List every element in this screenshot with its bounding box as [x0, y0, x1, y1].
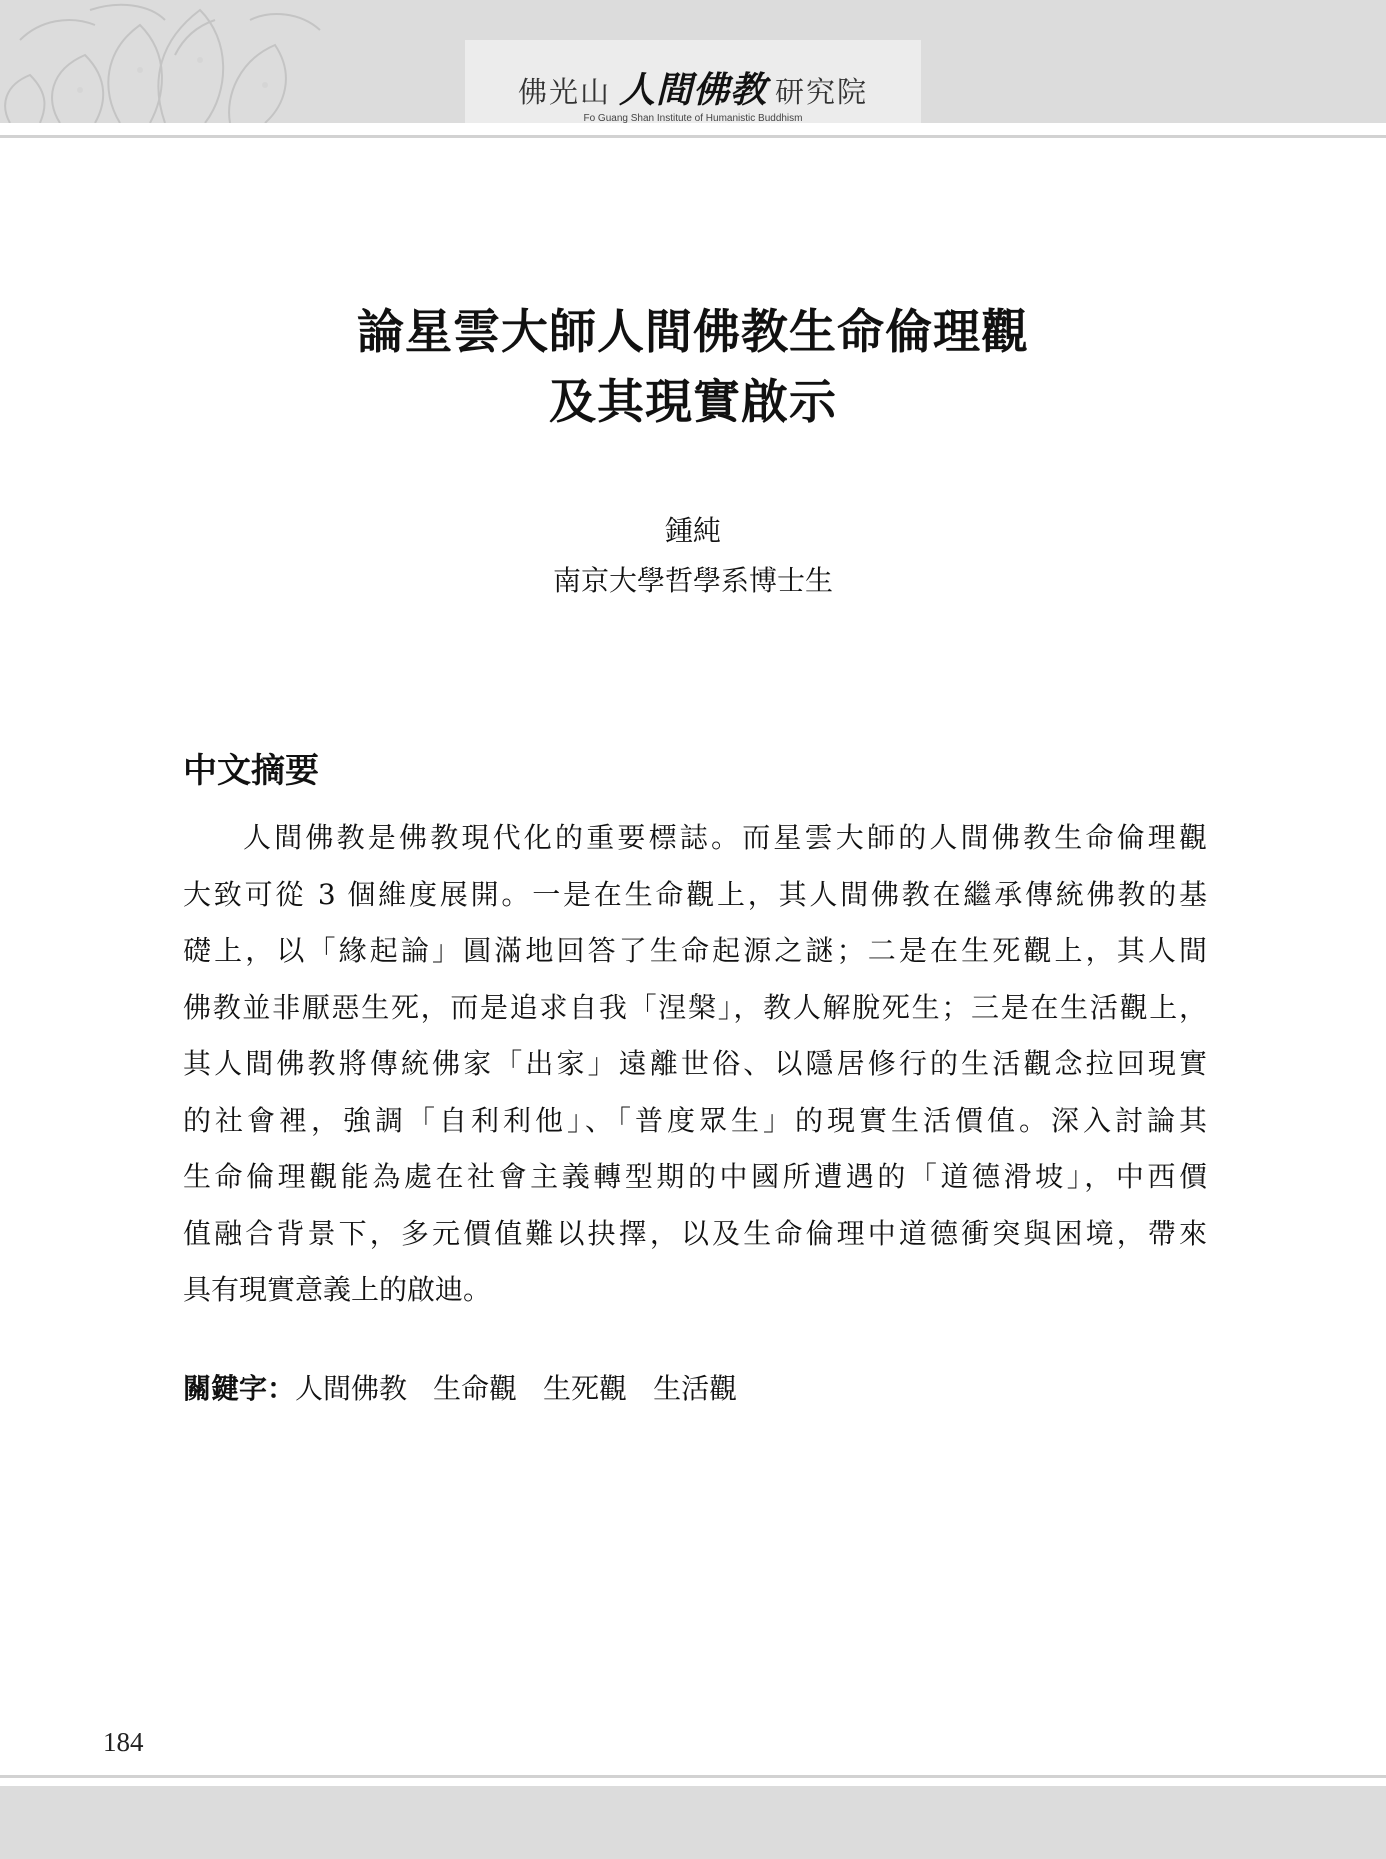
footer-divider: [0, 1775, 1386, 1778]
keyword-item: 人間佛教: [295, 1372, 408, 1405]
institute-name: [465, 62, 921, 113]
author-name: 鍾純: [664, 514, 721, 547]
institute-prefix: 佛光山: [517, 75, 611, 109]
lotus-ornament-icon: [0, 0, 330, 123]
page-number: 184: [103, 1727, 144, 1757]
keyword-item: 生死觀: [543, 1372, 628, 1405]
footer-band: [0, 1786, 1386, 1859]
abstract-line: 佛教並非厭惡生死，而是追求自我「涅槃」，教人解脫死生；三是在生活觀上，: [183, 990, 1207, 1024]
abstract-body: [183, 810, 1207, 1319]
abstract-line: 礎上，以「緣起論」圓滿地回答了生命起源之謎；二是在生死觀上，其人間: [183, 934, 1207, 967]
abstract-line: 值融合背景下，多元價值難以抉擇，以及生命倫理中道德衝突與困境，帶來: [183, 1216, 1207, 1250]
keywords-label: 關鍵字：: [183, 1372, 296, 1405]
keyword-item: 生命觀: [433, 1372, 518, 1405]
abstract-line: 具有現實意義上的啟迪。: [183, 1273, 492, 1306]
keywords: [183, 1367, 763, 1407]
institute-suffix: 研究院: [775, 75, 869, 109]
institute-brand: 人間佛教: [618, 69, 767, 111]
article-title: [0, 298, 1386, 438]
institute-name-en: Fo Guang Shan Institute of Humanistic Buddhism: [583, 113, 803, 123]
header-divider: [0, 135, 1386, 138]
title-line-2: 及其現實啟示: [549, 375, 837, 430]
abstract-heading: 中文摘要: [183, 751, 319, 791]
abstract-line: 其人間佛教將傳統佛家「出家」遠離世俗、以隱居修行的生活觀念拉回現實: [183, 1047, 1207, 1080]
author-affiliation: 南京大學哲學系博士生: [552, 564, 833, 597]
header-logo-box: [465, 40, 921, 123]
title-line-1: 論星雲大師人間佛教生命倫理觀: [357, 305, 1029, 360]
abstract-line: 的社會裡，強調「自利利他」、「普度眾生」的現實生活價值。深入討論其: [183, 1103, 1207, 1137]
keyword-item: 生活觀: [653, 1372, 738, 1405]
abstract-line: 生命倫理觀能為處在社會主義轉型期的中國所遭遇的「道德滑坡」，中西價: [183, 1160, 1207, 1193]
abstract-line: 大致可從 3 個維度展開。一是在生命觀上，其人間佛教在繼承傳統佛教的基: [183, 877, 1207, 911]
header-band: [0, 0, 1386, 123]
abstract-line: 人間佛教是佛教現代化的重要標誌。而星雲大師的人間佛教生命倫理觀: [243, 821, 1207, 854]
